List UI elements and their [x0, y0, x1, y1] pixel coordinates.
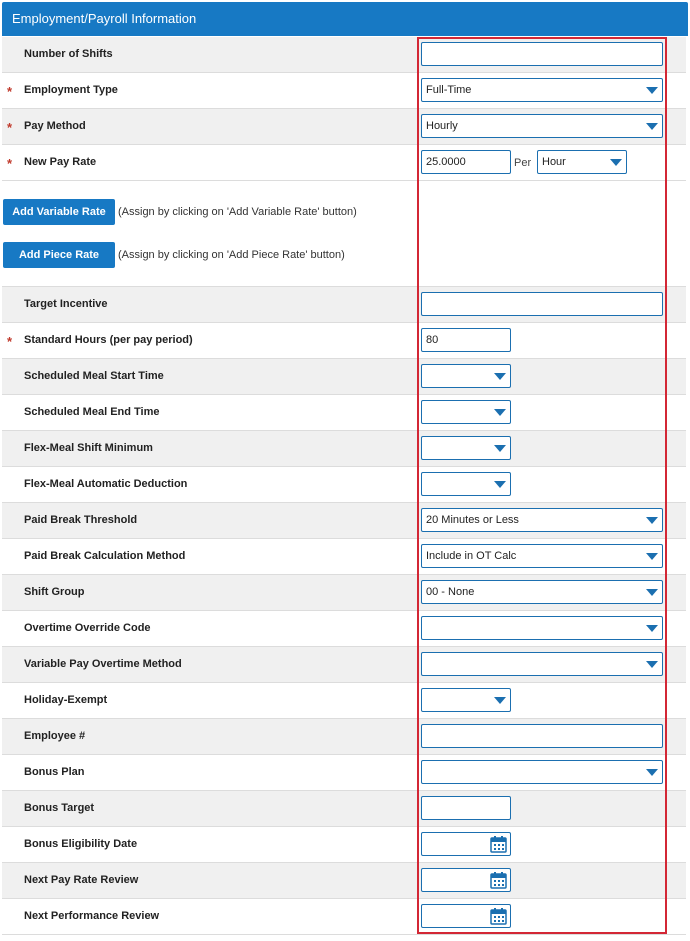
chevron-down-icon [494, 697, 506, 704]
chevron-down-icon [494, 373, 506, 380]
shift-group-select[interactable] [421, 580, 663, 604]
bonus-eligibility-date-label: Bonus Eligibility Date [24, 838, 138, 850]
number-of-shifts-label: Number of Shifts [24, 48, 113, 60]
meal-end-label: Scheduled Meal End Time [24, 406, 160, 418]
calendar-icon[interactable] [490, 907, 507, 925]
employee-number-input[interactable] [421, 724, 663, 748]
add-variable-rate-button[interactable]: Add Variable Rate [3, 199, 115, 225]
pay-rate-unit-value: Hour [542, 156, 566, 168]
pay-method-select[interactable] [421, 114, 663, 138]
chevron-down-icon [494, 445, 506, 452]
row-flex-meal-minimum [2, 431, 686, 467]
chevron-down-icon [610, 159, 622, 166]
bonus-target-input[interactable] [421, 796, 511, 820]
piece-rate-note: (Assign by clicking on 'Add Piece Rate' button) [118, 249, 345, 261]
row-meal-start [2, 359, 686, 395]
bonus-eligibility-date-input[interactable] [421, 832, 511, 856]
shift-group-label: Shift Group [24, 586, 85, 598]
row-standard-hours [2, 323, 686, 359]
flex-meal-deduction-select[interactable] [421, 472, 511, 496]
variable-rate-note: (Assign by clicking on 'Add Variable Rate' button) [118, 206, 357, 218]
employment-type-select[interactable] [421, 78, 663, 102]
new-pay-rate-label: New Pay Rate [24, 156, 97, 168]
row-next-pay-rate-review [2, 863, 686, 899]
flex-meal-deduction-label: Flex-Meal Automatic Deduction [24, 478, 188, 490]
holiday-exempt-label: Holiday-Exempt [24, 694, 108, 706]
required-marker: * [7, 120, 13, 135]
overtime-override-label: Overtime Override Code [24, 622, 151, 634]
meal-start-select[interactable] [421, 364, 511, 388]
chevron-down-icon [646, 517, 658, 524]
variable-pay-ot-select[interactable] [421, 652, 663, 676]
row-flex-meal-deduction [2, 467, 686, 503]
holiday-exempt-select[interactable] [421, 688, 511, 712]
chevron-down-icon [646, 661, 658, 668]
standard-hours-label: Standard Hours (per pay period) [24, 334, 193, 346]
paid-break-calc-select[interactable] [421, 544, 663, 568]
chevron-down-icon [646, 553, 658, 560]
row-holiday-exempt [2, 683, 686, 719]
paid-break-calc-label: Paid Break Calculation Method [24, 550, 186, 562]
flex-meal-minimum-select[interactable] [421, 436, 511, 460]
shift-group-value: 00 - None [426, 586, 475, 598]
target-incentive-label: Target Incentive [24, 298, 108, 310]
standard-hours-value: 80 [426, 334, 439, 346]
bonus-plan-select[interactable] [421, 760, 663, 784]
target-incentive-input[interactable] [421, 292, 663, 316]
calendar-icon[interactable] [490, 835, 507, 853]
paid-break-threshold-label: Paid Break Threshold [24, 514, 138, 526]
chevron-down-icon [646, 87, 658, 94]
required-marker: * [7, 334, 13, 349]
calendar-icon[interactable] [490, 871, 507, 889]
row-bonus-target [2, 791, 686, 827]
row-bonus-eligibility-date [2, 827, 686, 863]
pay-rate-input[interactable] [421, 150, 511, 174]
meal-end-select[interactable] [421, 400, 511, 424]
employment-type-value: Full-Time [426, 84, 472, 96]
next-performance-review-input[interactable] [421, 904, 511, 928]
pay-method-label: Pay Method [24, 120, 86, 132]
bonus-target-label: Bonus Target [24, 802, 95, 814]
standard-hours-input[interactable] [421, 328, 511, 352]
required-marker: * [7, 156, 13, 171]
row-meal-end [2, 395, 686, 431]
paid-break-calc-value: Include in OT Calc [426, 550, 517, 562]
employment-type-label: Employment Type [24, 84, 118, 96]
overtime-override-select[interactable] [421, 616, 663, 640]
paid-break-threshold-value: 20 Minutes or Less [426, 514, 519, 526]
pay-rate-unit-select[interactable] [537, 150, 627, 174]
employee-number-label: Employee # [24, 730, 86, 742]
pay-method-value: Hourly [426, 120, 458, 132]
next-pay-rate-review-label: Next Pay Rate Review [24, 874, 139, 886]
per-label: Per [514, 157, 532, 169]
chevron-down-icon [494, 409, 506, 416]
chevron-down-icon [646, 123, 658, 130]
meal-start-label: Scheduled Meal Start Time [24, 370, 164, 382]
next-pay-rate-review-input[interactable] [421, 868, 511, 892]
variable-pay-ot-label: Variable Pay Overtime Method [24, 658, 182, 670]
chevron-down-icon [494, 481, 506, 488]
flex-meal-minimum-label: Flex-Meal Shift Minimum [24, 442, 153, 454]
next-performance-review-label: Next Performance Review [24, 910, 160, 922]
chevron-down-icon [646, 625, 658, 632]
chevron-down-icon [646, 769, 658, 776]
required-marker: * [7, 84, 13, 99]
bonus-plan-label: Bonus Plan [24, 766, 85, 778]
add-piece-rate-button[interactable]: Add Piece Rate [3, 242, 115, 268]
number-of-shifts-input[interactable] [421, 42, 663, 66]
row-next-performance-review [2, 899, 686, 935]
chevron-down-icon [646, 589, 658, 596]
section-title: Employment/Payroll Information [12, 11, 197, 26]
section-header [2, 2, 688, 36]
paid-break-threshold-select[interactable] [421, 508, 663, 532]
pay-rate-value: 25.0000 [426, 156, 466, 168]
